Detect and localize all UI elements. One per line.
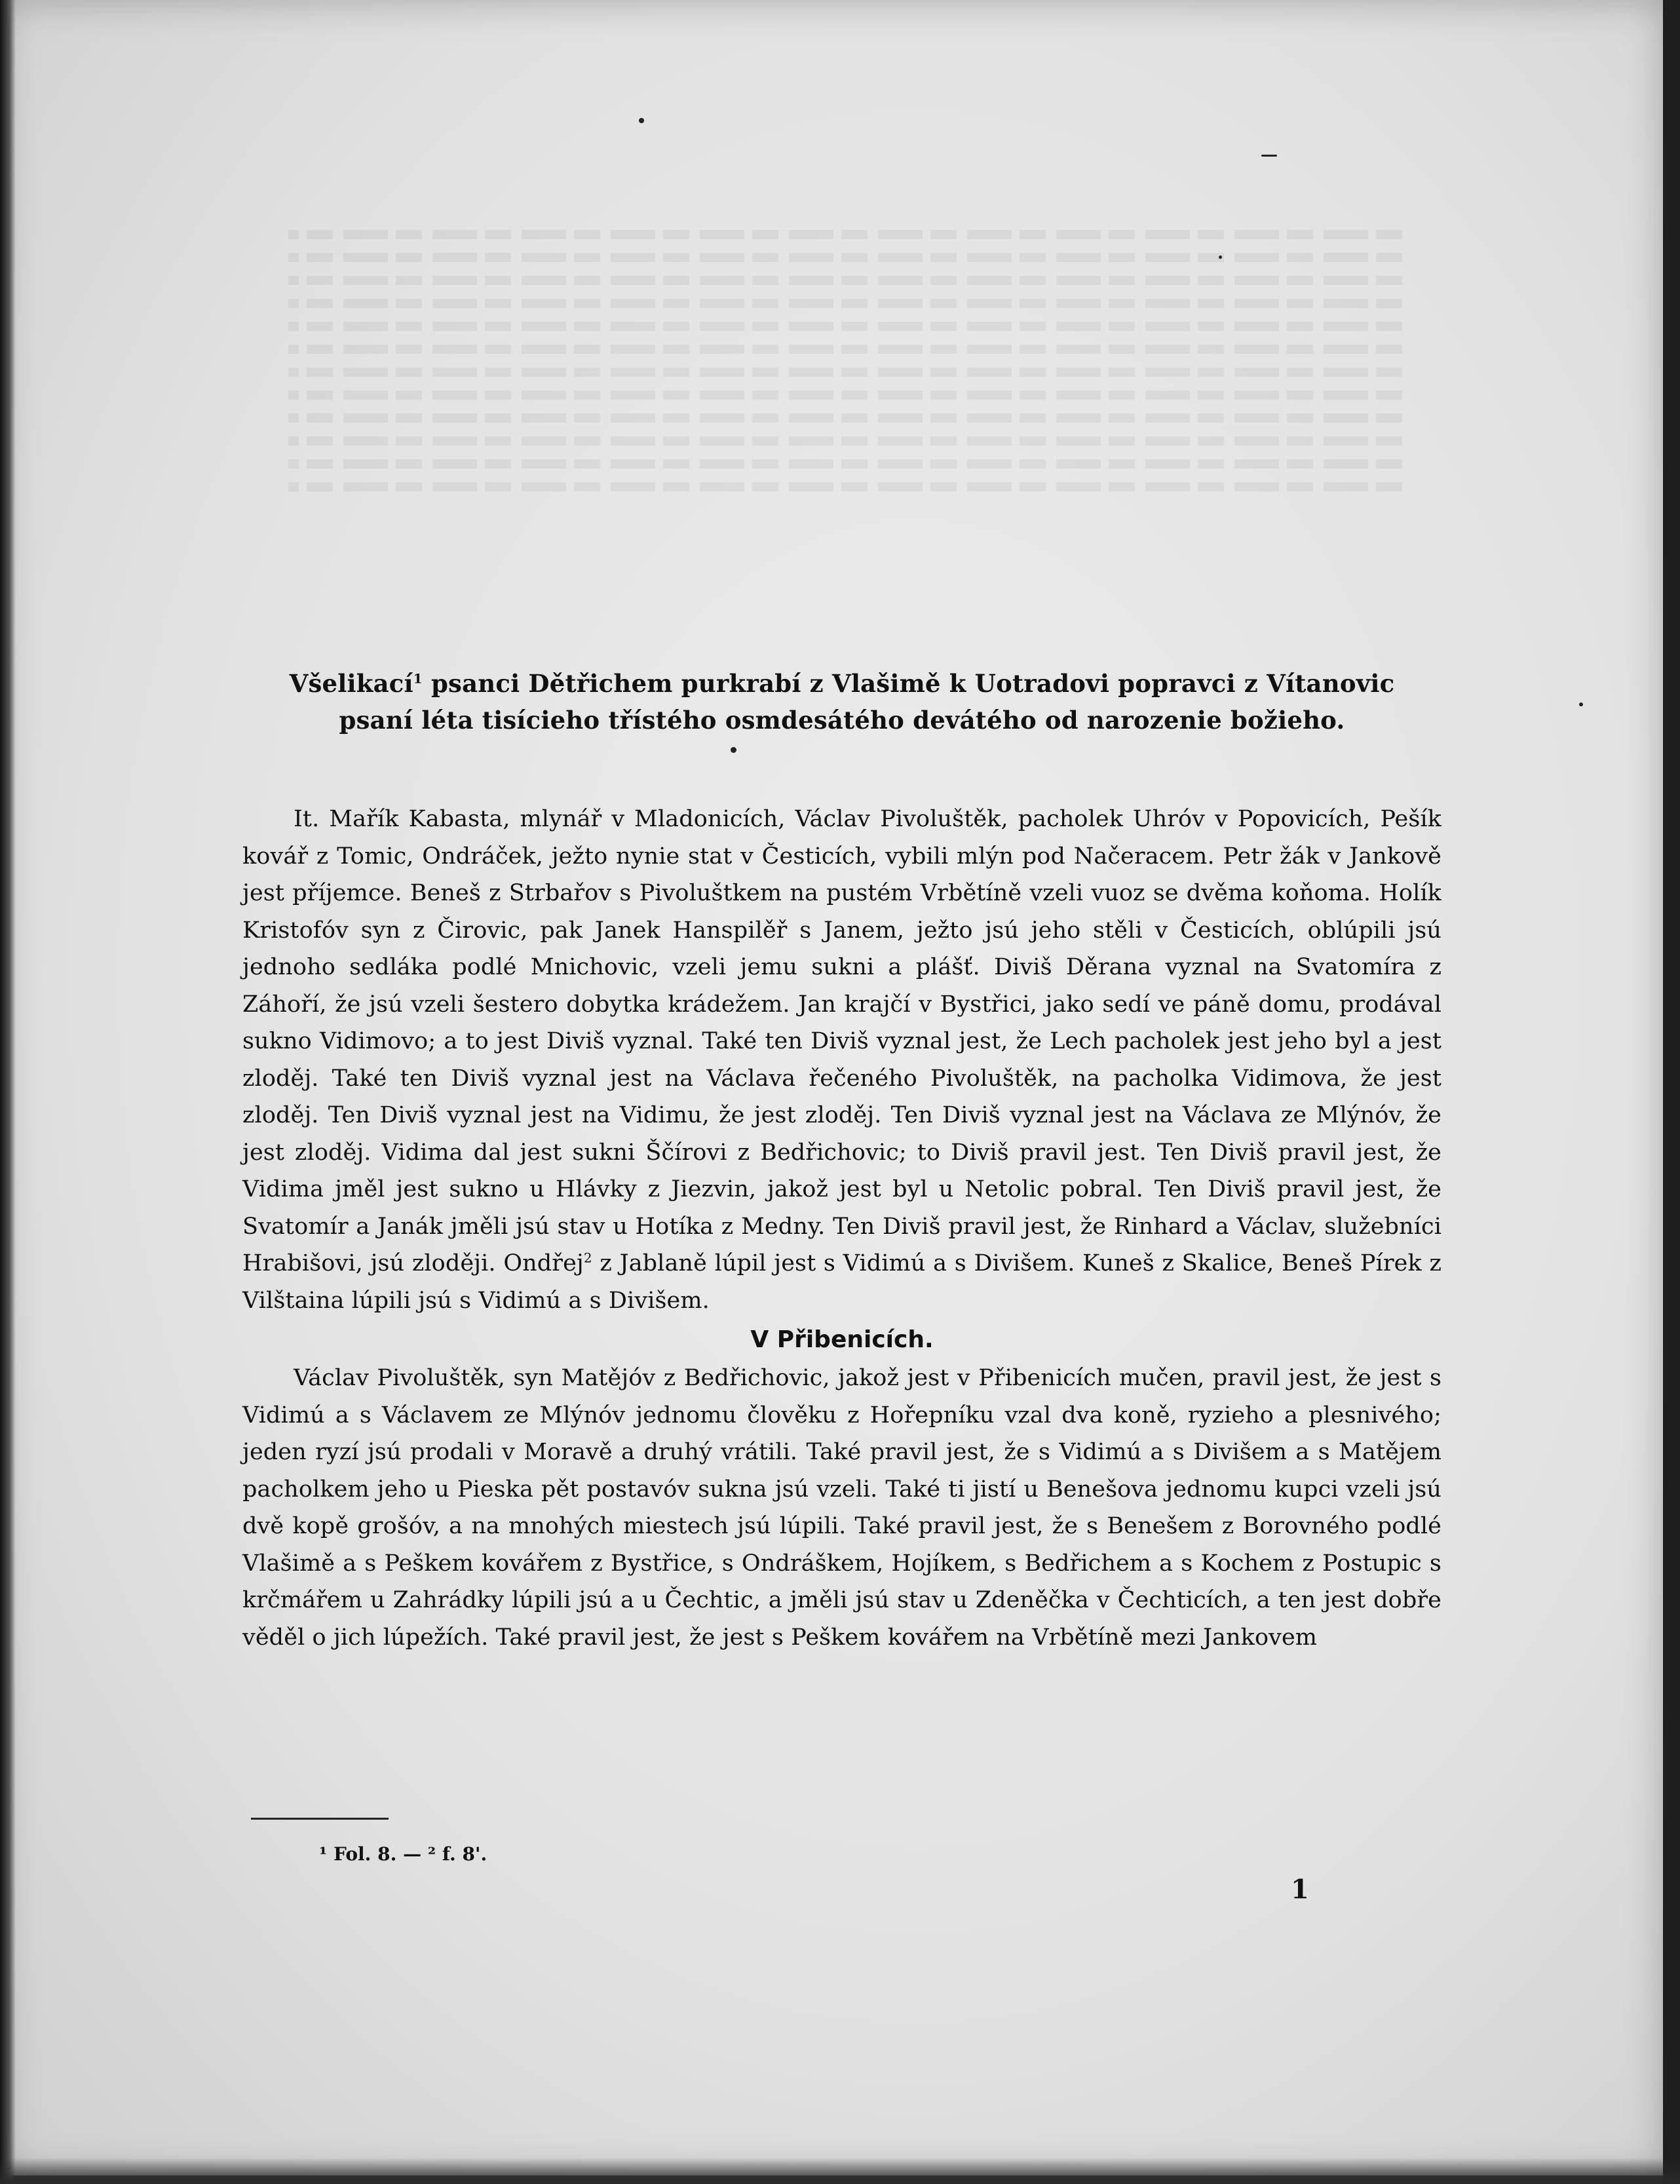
heading-footnote-mark: 1 <box>413 670 423 687</box>
bleed-through-text <box>288 216 1402 675</box>
document-heading <box>242 665 1441 738</box>
page-edge-left <box>0 0 16 2184</box>
page-edge-right <box>1663 0 1680 2184</box>
heading-line1-start: Všelikací <box>289 669 413 698</box>
paragraph-1-footnote-mark: 2 <box>583 1250 592 1266</box>
document-body <box>242 665 1441 1656</box>
speck <box>1219 256 1222 259</box>
footnote: ¹ Fol. 8. — ² f. 8'. <box>319 1843 487 1865</box>
heading-line2: psaní léta tisícieho třístého osmdesátého devátého od narozenie božieho. <box>339 706 1345 735</box>
paragraph-1-rest: z Jablaně lúpil jest s Vidimú a s Divišem. Kuneš z Skalice, Beneš Pírek z Vilštaina lúpili jsú s Vidimú a s Divišem. <box>242 1250 1441 1314</box>
speck <box>1579 702 1583 706</box>
speck <box>1261 155 1277 157</box>
heading-line1-rest: psanci Dětřichem purkrabí z Vlašimě k Uotradovi popravci z Vítanovic <box>422 669 1395 698</box>
page-number: 1 <box>1291 1874 1309 1905</box>
paragraph-2: Václav Pivoluštěk, syn Matějóv z Bedřichovic, jakož jest v Přibenicích mučen, pravil jest, že jest s Vidimú a s Václavem ze Mlýnóv jednomu člověku z Hořepníku vzal dva koně, ryzieho a plesnivého; jeden ryzí jsú prodali v Moravě a druhý vrátili. Také pravil jest, že s Vidimú a s Divišem a s Matějem pacholkem jeho u Pieska pět postavóv sukna jsú vzeli. Také ti jistí u Benešova jednomu kupci vzeli jsú dvě kopě grošóv, a na mnohých miestech jsú lúpili. Také pravil jest, že s Benešem z Borovného podlé Vlašimě a s Peškem kovářem z Bystřice, s Ondráškem, Hojíkem, s Bedřichem a s Kochem z Postupic s krčmářem u Zahrádky lúpili jsú a u Čechtic, a jměli jsú stav u Zdeněčka v Čechticích, a ten jest dobře věděl o jich lúpežích. Také pravil jest, že jest s Peškem kovářem na Vrbětíně mezi Jankovem <box>242 1365 1441 1651</box>
paragraph-1-text: It. Mařík Kabasta, mlynář v Mladonicích, Václav Pivoluštěk, pacholek Uhróv v Popovicích, Pešík kovář z Tomic, Ondráček, ježto nynie stat v Česticích, vybili mlýn pod Načeracem. Petr žák v Jankově jest příjemce. Beneš z Strbařov s Pivoluštkem na pustém Vrbětíně vzeli vuoz se dvěma koňoma. Holík Kristofóv syn z Čirovic, pak Janek Hanspilěř s Janem, ježto jsú jeho stěli v Česticích, oblúpili jsú jednoho sedláka podlé Mnichovic, vzeli jemu sukni a plášť. Diviš Děrana vyznal na Svatomíra z Záhoří, že jsú vzeli šestero dobytka krádežem. Jan krajčí v Bystřici, jako sedí ve páně domu, prodával sukno Vidimovo; a to jest Diviš vyznal. Také ten Diviš vyznal jest, že Lech pacholek jest jeho byl a jest zloděj. Také ten Diviš vyznal jest na Václava řečeného Pivoluštěk, na pacholka Vidimova, že jest zloděj. Ten Diviš vyznal jest na Vidimu, že jest zloděj. Ten Diviš vyznal jest na Václava ze Mlýnóv, že jest zloděj. Vidima dal jest sukni Ščírovi z Bedřichovic; to Diviš pravil jest. Ten Diviš pravil jest, že Vidima jměl jest sukno u Hlávky z Jiezvin, jakož jest byl u Netolic pobral. Ten Diviš pravil jest, že Svatomír a Janák jměli jsú stav u Hotíka z Medny. Ten Diviš pravil jest, že Rinhard a Václav, služebníci Hrabišovi, jsú zloději. Ondřej <box>242 806 1441 1276</box>
paragraph-1 <box>242 801 1441 1319</box>
speck <box>731 747 736 753</box>
footnote-divider <box>251 1818 389 1820</box>
section-title: V Přibenicích. <box>750 1326 934 1353</box>
page-edge-bottom <box>0 2158 1680 2184</box>
speck <box>639 118 644 123</box>
